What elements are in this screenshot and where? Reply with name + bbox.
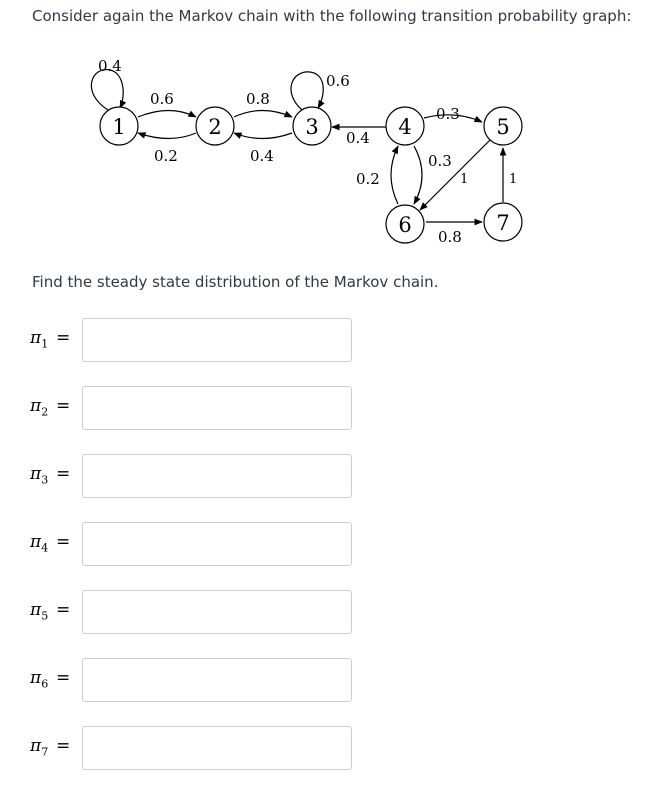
pi2-label: $\pi_2$ (30, 396, 49, 419)
state-node-2 (196, 107, 234, 145)
equals-sign: = (56, 668, 71, 688)
edge-2-1 (138, 133, 196, 139)
pi2-input[interactable] (82, 386, 352, 430)
pi5-label: $\pi_5$ (30, 600, 49, 623)
svg-text:6: 6 (398, 213, 412, 237)
equals-sign: = (56, 396, 71, 416)
state-node-4 (386, 107, 424, 145)
edge-6-4 (391, 146, 398, 204)
question-text: Find the steady state distribution of the Markov chain. (32, 273, 439, 291)
state-node-6 (386, 205, 424, 243)
edge-3-3 (291, 72, 323, 110)
pi7-input[interactable] (82, 726, 352, 770)
edge-3-2 (234, 133, 292, 139)
label-2-1: 0.2 (154, 147, 178, 165)
pi1-input[interactable] (82, 318, 352, 362)
label-3-2: 0.4 (250, 147, 274, 165)
pi7-label: $\pi_7$ (30, 736, 49, 759)
state-node-3 (293, 107, 331, 145)
equals-sign: = (56, 464, 71, 484)
label-1-2: 0.6 (150, 90, 174, 108)
equals-sign: = (56, 736, 71, 756)
state-node-7 (484, 203, 522, 241)
edge-4-6 (414, 146, 422, 204)
pi6-label: $\pi_6$ (30, 668, 49, 691)
state-node-1 (100, 107, 138, 145)
edge-1-1 (91, 70, 123, 110)
equals-sign: = (56, 328, 71, 348)
label-4-3: 0.4 (346, 129, 370, 147)
edge-2-3 (234, 111, 292, 118)
svg-text:7: 7 (496, 211, 510, 235)
label-2-3: 0.8 (246, 90, 270, 108)
label-6-7: 0.8 (438, 228, 462, 246)
state-node-5 (484, 107, 522, 145)
label-6-4: 0.2 (356, 170, 380, 188)
svg-text:2: 2 (208, 115, 222, 139)
label-3-3: 0.6 (326, 72, 350, 90)
label-4-6: 0.3 (428, 152, 452, 170)
edge-1-2 (138, 111, 196, 118)
svg-text:1: 1 (112, 115, 126, 139)
pi3-input[interactable] (82, 454, 352, 498)
label-1-1: 0.4 (98, 57, 122, 75)
pi6-input[interactable] (82, 658, 352, 702)
transition-graph (0, 0, 654, 260)
svg-text:3: 3 (305, 115, 319, 139)
pi5-input[interactable] (82, 590, 352, 634)
equals-sign: = (56, 532, 71, 552)
equals-sign: = (56, 600, 71, 620)
pi3-label: $\pi_3$ (30, 464, 49, 487)
label-4-5: 0.3 (436, 105, 460, 123)
label-5-6: 1 (460, 172, 469, 187)
pi1-label: $\pi_1$ (30, 328, 49, 351)
intro-text: Consider again the Markov chain with the following transition probability graph: (32, 7, 632, 25)
pi4-input[interactable] (82, 522, 352, 566)
svg-text:4: 4 (398, 115, 412, 139)
svg-text:5: 5 (496, 115, 510, 139)
edge-5-6 (420, 140, 490, 210)
label-7-5: 1 (509, 172, 518, 187)
pi4-label: $\pi_4$ (30, 532, 49, 555)
